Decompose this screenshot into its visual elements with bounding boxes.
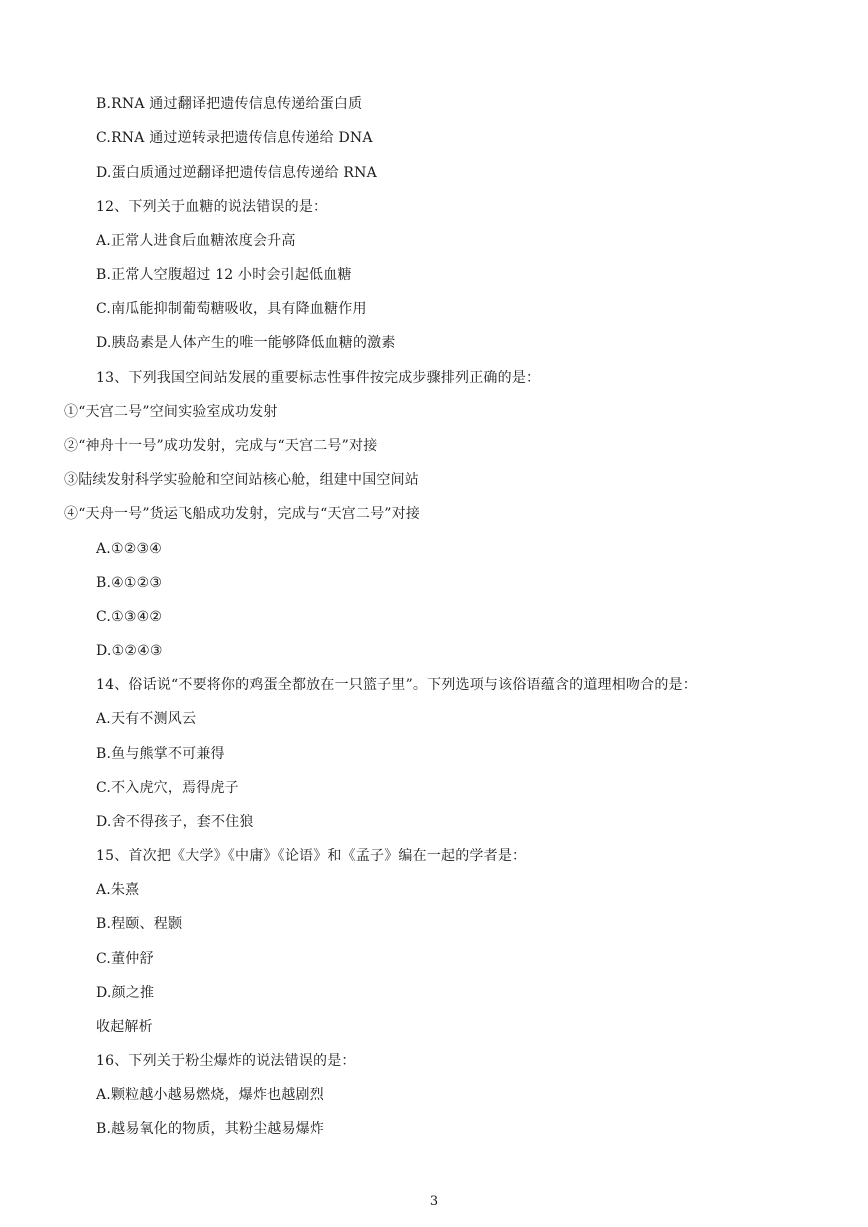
option-d-q12: D.胰岛素是人体产生的唯一能够降低血糖的激素: [96, 335, 396, 351]
question-13: 13、下列我国空间站发展的重要标志性事件按完成步骤排列正确的是：: [96, 370, 541, 386]
option-c-q14: C.不入虎穴，焉得虎子: [96, 780, 239, 796]
option-d-q15: D.颜之推: [96, 985, 155, 1001]
option-a-q14: A.天有不测风云: [96, 711, 197, 727]
option-c-q13: C.①③④②: [96, 609, 163, 625]
option-a-q16: A.颗粒越小越易燃烧，爆炸也越剧烈: [96, 1087, 324, 1103]
event-2: ②“神舟十一号”成功发射，完成与“天宫二号”对接: [64, 438, 378, 454]
option-b-q14: B.鱼与熊掌不可兼得: [96, 746, 225, 762]
option-a-q15: A.朱熹: [96, 882, 140, 898]
option-d-q11: D.蛋白质通过逆翻译把遗传信息传递给 RNA: [96, 165, 377, 181]
option-c-q15: C.董仲舒: [96, 951, 154, 967]
question-14: 14、俗话说“不要将你的鸡蛋全都放在一只篮子里”。下列选项与该俗语蕴含的道理相吻合的是：: [96, 677, 697, 693]
option-b-q13: B.④①②③: [96, 575, 163, 591]
event-1: ①“天宫二号”空间实验室成功发射: [64, 404, 278, 420]
option-c-q11: C.RNA 通过逆转录把遗传信息传递给 DNA: [96, 130, 373, 146]
page-number: 3: [429, 1194, 439, 1209]
option-b-q15: B.程颐、程颢: [96, 916, 183, 932]
question-16: 16、下列关于粉尘爆炸的说法错误的是：: [96, 1053, 356, 1069]
option-d-q13: D.①②④③: [96, 643, 163, 659]
event-3: ③陆续发射科学实验舱和空间站核心舱，组建中国空间站: [64, 472, 419, 488]
option-d-q14: D.舍不得孩子，套不住狼: [96, 814, 254, 830]
option-b-q16: B.越易氧化的物质，其粉尘越易爆炸: [96, 1121, 325, 1137]
option-b-q11: B.RNA 通过翻译把遗传信息传递给蛋白质: [96, 96, 363, 112]
question-12: 12、下列关于血糖的说法错误的是：: [96, 199, 328, 215]
question-15: 15、首次把《大学》《中庸》《论语》和《孟子》编在一起的学者是：: [96, 848, 527, 864]
option-a-q13: A.①②③④: [96, 541, 162, 557]
event-4: ④“天舟一号”货运飞船成功发射，完成与“天宫二号”对接: [64, 506, 421, 522]
option-c-q12: C.南瓜能抑制葡萄糖吸收，具有降血糖作用: [96, 301, 367, 317]
collapse-analysis-text: 收起解析: [96, 1019, 153, 1035]
option-a-q12: A.正常人进食后血糖浓度会升高: [96, 233, 296, 249]
option-b-q12: B.正常人空腹超过 12 小时会引起低血糖: [96, 267, 352, 283]
